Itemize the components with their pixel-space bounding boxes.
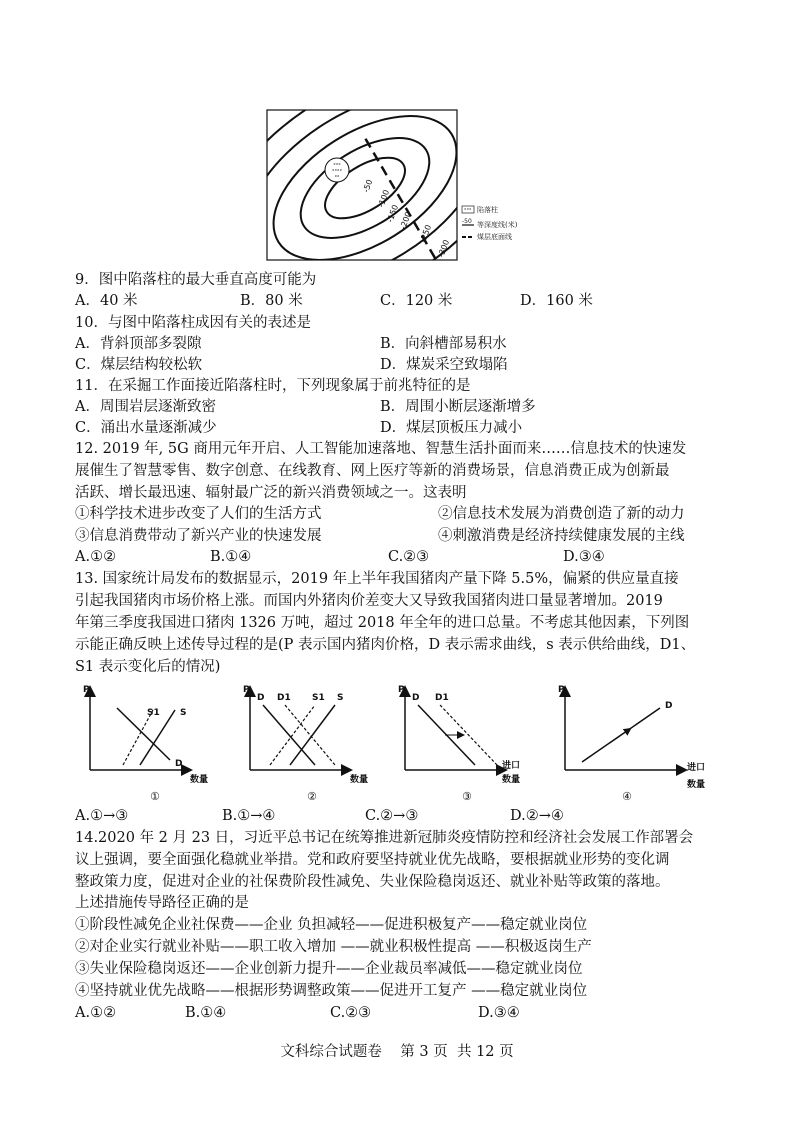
contour-label: -50 — [361, 178, 375, 194]
question-12-line: 展催生了智慧零售、数字创意、在线教育、网上医疗等新的消费场景，信息消费正成为创新最 — [75, 463, 670, 479]
axis-label-quantity: 数量 — [687, 780, 706, 790]
q12-option-a: A.①② — [75, 549, 117, 565]
axis-label-quantity: 数量 — [350, 775, 369, 785]
contour-label: -100 — [376, 188, 392, 209]
axis-label-import: 进口 — [687, 763, 706, 773]
curve-label-d: D — [175, 759, 183, 769]
graph-number: ③ — [462, 790, 472, 803]
collapse-column-symbol — [325, 158, 349, 182]
question-10-stem: 10．与图中陷落柱成因有关的表述是 — [75, 315, 311, 331]
q14-statement-3: ③失业保险稳岗返还——企业创新力提升——企业裁员率减低——稳定就业岗位 — [75, 961, 583, 977]
graph-number: ② — [307, 790, 317, 803]
q12-option-d: D.③④ — [563, 549, 605, 565]
svg-text:°°: °° — [334, 175, 340, 181]
curve-label-s: S — [337, 693, 344, 703]
graph-2 — [243, 685, 368, 803]
q13-option-b: B.①→④ — [222, 808, 276, 824]
q10-option-a: A．背斜顶部多裂隙 — [75, 336, 202, 352]
question-14-line: 整政策力度，促进对企业的社保费阶段性减免、失业保险稳岗返还、就业补贴等政策的落地。 — [75, 874, 670, 890]
q9-option-d: D．160 米 — [520, 293, 593, 309]
question-14-line: 议上强调，要全面强化稳就业举措。党和政府要坚持就业优先战略，要根据就业形势的变化调 — [75, 852, 670, 868]
page-footer: 文科综合试题卷 第 3 页 共 12 页 — [280, 1044, 514, 1060]
q9-option-c: C．120 米 — [380, 293, 453, 309]
q14-option-d: D.③④ — [478, 1005, 520, 1021]
q13-option-a: A.①→③ — [75, 808, 129, 824]
q14-statement-1: ①阶段性减免企业社保费——企业 负担减轻——促进积极复产——稳定就业岗位 — [75, 917, 588, 933]
q11-option-a: A．周围岩层逐渐致密 — [75, 399, 216, 415]
q12-statement-1: ①科学技术进步改变了人们的生活方式 — [75, 506, 322, 522]
question-13-line: S1 表示变化后的情况) — [75, 659, 221, 675]
svg-text:°°°°: °°°° — [332, 169, 342, 175]
question-13-line: 引起我国猪肉市场价格上涨。而国内外猪肉价差变大又导致我国猪肉进口量显著增加。2019 — [75, 593, 663, 609]
map-legend — [462, 205, 518, 241]
question-13-line: 年第三季度我国进口猪肉 1326 万吨，超过 2018 年全年的进口总量。不考虑其他因素，下列图 — [75, 615, 690, 631]
contour-label: -150 — [385, 203, 401, 224]
q10-option-b: B．向斜槽部易积水 — [380, 336, 507, 352]
q12-statement-2: ②信息技术发展为消费创造了新的动力 — [438, 506, 685, 522]
q14-option-b: B.①④ — [185, 1005, 227, 1021]
contour-label: -300 — [436, 238, 452, 259]
q11-option-c: C．涌出水量逐渐减少 — [75, 420, 217, 436]
q11-option-b: B．周围小断层逐渐增多 — [380, 399, 536, 415]
contour-label: -250 — [418, 223, 434, 244]
q12-option-c: C.②③ — [388, 549, 430, 565]
q13-option-c: C.②→③ — [365, 808, 419, 824]
contour-label: -200 — [398, 210, 414, 231]
curve-label-d: D — [665, 701, 673, 711]
q14-option-c: C.②③ — [330, 1005, 372, 1021]
axis-label-quantity: 数量 — [190, 775, 209, 785]
curve-label-s1: S1 — [312, 693, 325, 703]
curve-label-d: D — [412, 693, 420, 703]
q13-option-d: D.②→④ — [510, 808, 564, 824]
supply-demand-graphs — [75, 680, 725, 805]
legend-label: 煤层底面线 — [477, 233, 512, 241]
question-13-line: 13. 国家统计局发布的数据显示，2019 年上半年我国猪肉产量下降 5.5%，偏紧的供应量直接 — [75, 571, 679, 587]
question-9-stem: 9．图中陷落柱的最大垂直高度可能为 — [75, 272, 317, 288]
question-14-line: 上述措施传导路径正确的是 — [75, 895, 249, 911]
axis-label-import: 进口 — [502, 761, 521, 771]
axis-label-p: P — [558, 685, 565, 695]
question-12-line: 12. 2019 年, 5G 商用元年开启、人工智能加速落地、智慧生活扑面而来……信息技术的快速发 — [75, 441, 687, 457]
q12-statement-3: ③信息消费带动了新兴产业的快速发展 — [75, 528, 322, 544]
axis-label-p: P — [83, 685, 90, 695]
curve-label-d: D — [257, 693, 265, 703]
q12-option-b: B.①④ — [210, 549, 252, 565]
contour-map-figure — [265, 108, 540, 263]
question-11-stem: 11．在采掘工作面接近陷落柱时，下列现象属于前兆特征的是 — [75, 378, 471, 394]
curve-label-d1: D1 — [435, 693, 449, 703]
q9-option-b: B．80 米 — [240, 293, 303, 309]
legend-label: 陷落柱 — [477, 206, 498, 214]
graph-number: ① — [150, 790, 160, 803]
q14-option-a: A.①② — [75, 1005, 117, 1021]
question-13-line: 示能正确反映上述传导过程的是(P 表示国内猪肉价格，D 表示需求曲线，s 表示供给曲线，D1、 — [75, 637, 696, 653]
svg-text:°°°: °°° — [464, 208, 472, 214]
q10-option-d: D．煤炭采空致塌陷 — [380, 357, 508, 373]
question-12-line: 活跃、增长最迅速、辐射最广泛的新兴消费领域之一。这表明 — [75, 485, 467, 501]
legend-sample: -50 — [462, 218, 472, 225]
q11-option-d: D．煤层顶板压力减小 — [380, 420, 523, 436]
curve-label-s1: S1 — [147, 708, 160, 718]
axis-label-p: P — [398, 685, 405, 695]
q14-statement-2: ②对企业实行就业补贴——职工收入增加 ——就业积极性提高 ——积极返岗生产 — [75, 939, 592, 955]
axis-label-quantity: 数量 — [502, 775, 521, 785]
q9-option-a: A．40 米 — [75, 293, 138, 309]
q12-statement-4: ④刺激消费是经济持续健康发展的主线 — [438, 528, 685, 544]
curve-label-d1: D1 — [277, 693, 291, 703]
question-14-line: 14.2020 年 2 月 23 日，习近平总书记在统筹推进新冠肺炎疫情防控和经济社会发展工作部署会 — [75, 830, 694, 846]
graph-4 — [558, 685, 705, 803]
axis-label-p: P — [243, 685, 250, 695]
curve-label-s: S — [180, 708, 187, 718]
q10-option-c: C．煤层结构较松软 — [75, 357, 203, 373]
graph-number: ④ — [622, 790, 632, 803]
graph-1 — [83, 685, 208, 803]
graph-3 — [398, 685, 520, 803]
q14-statement-4: ④坚持就业优先战略——根据形势调整政策——促进开工复产 ——稳定就业岗位 — [75, 983, 588, 999]
svg-text:°°°: °°° — [333, 163, 341, 169]
legend-label: 等深度线(米) — [477, 221, 518, 229]
